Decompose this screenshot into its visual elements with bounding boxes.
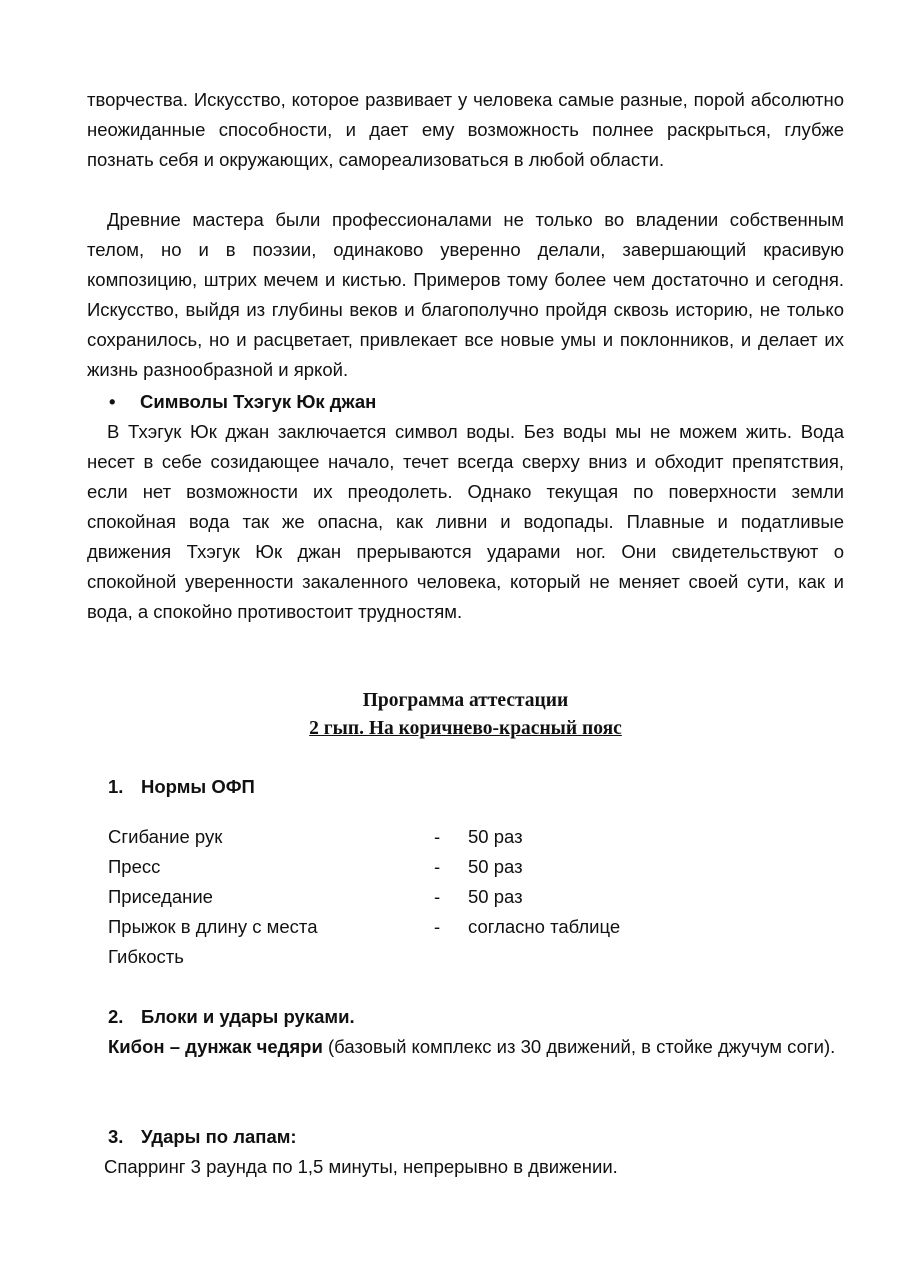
kibon-description: (базовый комплекс из 30 движений, в стойке джучум соги). (322, 1036, 836, 1057)
norm-row (108, 822, 708, 852)
intro-paragraph-2: Древние мастера были профессионалами не только во владении собственным телом, но и в поэзии, одинаково уверенно делали, завершающий красивую композицию, штрих мечем и кистью. Примеров тому более чем достаточно и сегодня. Искусство, выйдя из глубины веков и благополучно пройдя сквозь историю, не только сохранилось, но и расцветает, привлекает все новые умы и поклонников, и делает их жизнь разнообразной и яркой. (87, 209, 844, 380)
norm-dash: - (434, 886, 441, 907)
program-subtitle: 2 гып. На коричнево-красный пояс (309, 718, 622, 739)
program-subtitle-line (87, 715, 844, 743)
norm-dash: - (434, 856, 441, 877)
symbols-heading-text: Символы Тхэгук Юк джан (140, 391, 377, 412)
section-3-title: Удары по лапам: (141, 1126, 297, 1147)
norm-name: Приседание (108, 886, 213, 907)
norm-row (108, 912, 708, 942)
bullet-icon: • (109, 391, 116, 412)
norm-name: Пресс (108, 856, 161, 877)
norm-row (108, 882, 708, 912)
sparring-text: Спарринг 3 раунда по 1,5 минуты, непрерывно в движении. (104, 1156, 618, 1177)
norm-dash: - (434, 826, 441, 847)
norm-value: 50 раз (468, 856, 523, 877)
norm-value: 50 раз (468, 826, 523, 847)
norm-value: 50 раз (468, 886, 523, 907)
program-title: Программа аттестации (362, 690, 569, 711)
norm-name: Сгибание рук (108, 826, 223, 847)
norm-value: согласно таблице (468, 916, 621, 937)
symbols-paragraph: В Тхэгук Юк джан заключается символ воды. Без воды мы не можем жить. Вода несет в себе созидающее начало, течет всегда сверху вниз и обходит препятствия, если нет возможности их преодолеть. Однако текущая по поверхности земли спокойная вода так же опасна, как ливни и водопады. Плавные и податливые движения Тхэгук Юк джан прерываются ударами ног. Они свидетельствуют о спокойной уверенности закаленного человека, который не меняет своей сути, как и вода, а спокойно противостоит трудностям. (87, 421, 844, 622)
norm-name: Прыжок в длину с места (108, 916, 318, 937)
symbols-heading (87, 387, 844, 417)
section-1-number: 1. (108, 776, 124, 797)
kibon-name: Кибон – дунжак чедяри (108, 1036, 323, 1057)
norm-name: Гибкость (108, 946, 184, 967)
kibon-paragraph (87, 1032, 844, 1062)
section-2-number: 2. (108, 1006, 124, 1027)
norm-row (108, 942, 708, 972)
section-3-number: 3. (108, 1126, 124, 1147)
section-1-title: Нормы ОФП (141, 776, 255, 797)
section-2-title: Блоки и удары руками. (141, 1006, 355, 1027)
intro-paragraph-1: творчества. Искусство, которое развивает у человека самые разные, порой абсолютно неожиданные способности, и дает ему возможность полнее раскрыться, глубже познать себя и окружающих, самореализоваться в любой области. (87, 89, 844, 170)
norm-row (108, 852, 708, 882)
norm-dash: - (434, 916, 441, 937)
